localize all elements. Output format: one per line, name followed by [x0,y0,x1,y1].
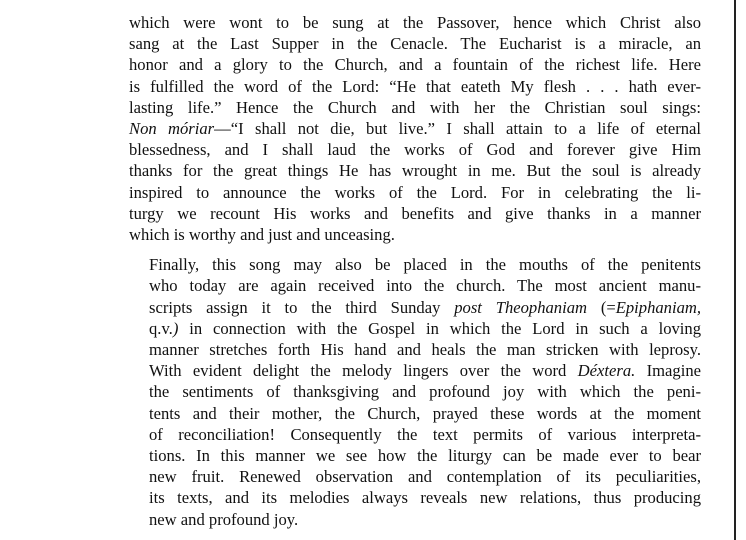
text-line [129,203,701,224]
italic-text: Epiphaniam, [615,297,702,317]
text-line [129,97,701,118]
text-line [129,403,701,424]
text-line [129,54,701,75]
text-segment: who today are again received into the church. The most ancient manu- [149,276,701,296]
italic-text: ) [172,318,179,338]
text-segment: thanks for the great things He has wrought in me. But the soul is already [129,161,701,181]
text-line [129,275,701,296]
text-segment: turgy we recount His works and benefits and give thanks in a manner [129,203,701,223]
text-segment: —“I shall not die, but live.” I shall attain to a life of eternal [214,119,701,139]
text-line [129,424,701,445]
text-segment: scripts assign it to the third Sunday [149,297,455,317]
text-line [129,254,701,275]
italic-text: post Theophaniam [454,297,587,317]
text-segment: honor and a glory to the Church, and a fountain of the richest life. Here [129,55,701,75]
text-line [129,360,701,381]
text-line [129,224,701,245]
text-segment: tions. In this manner we see how the liturgy can be made ever to bear [149,446,701,466]
text-line [129,33,701,54]
text-line [129,118,701,139]
text-line [129,182,701,203]
text-segment: tents and their mother, the Church, prayed these words at the moment [149,403,701,423]
text-line [129,12,701,33]
text-segment: inspired to announce the works of the Lord. For in celebrating the li- [129,182,701,202]
text-line [129,318,701,339]
text-segment: new and profound joy. [149,509,299,529]
text-line [129,297,701,318]
text-line [129,381,701,402]
text-segment: lasting life.” Hence the Church and with her the Christian soul sings: [129,97,701,117]
text-segment: Imagine [635,361,701,381]
text-segment: sang at the Last Supper in the Cenacle. The Eucharist is a miracle, an [129,34,701,54]
text-segment: is fulfilled the word of the Lord: “He that eateth My flesh . . . hath ever- [129,76,701,96]
paragraph-2 [129,254,701,530]
text-segment: of reconciliation! Consequently the text permits of various interpreta- [149,424,701,444]
text-line [129,160,701,181]
page-edge-rule [734,0,736,540]
text-segment: new fruit. Renewed observation and contemplation of its peculiarities, [149,467,701,487]
text-segment: its texts, and its melodies always reveals new relations, thus producing [149,488,701,508]
text-line [129,466,701,487]
text-line [129,139,701,160]
text-segment: the sentiments of thanksgiving and profound joy with which the peni- [149,382,701,402]
text-line [129,76,701,97]
text-segment: manner stretches forth His hand and heals the man stricken with leprosy. [149,340,701,360]
text-segment: which were wont to be sung at the Passover, hence which Christ also [129,13,701,32]
text-segment: (= [587,297,616,317]
text-line [129,339,701,360]
italic-text: Déxtera. [577,361,636,381]
text-segment: q.v. [149,318,173,338]
text-line [129,509,701,530]
text-segment: in connection with the Gospel in which the Lord in such a loving [178,318,701,338]
text-segment: Finally, this song may also be placed in the mouths of the penitents [149,255,701,275]
text-line [129,487,701,508]
paragraph-1 [129,12,701,245]
text-line [129,445,701,466]
text-segment: With evident delight the melody lingers over the word [149,361,578,381]
italic-text: Non móriar [129,119,215,139]
document-page [129,12,701,530]
text-segment: which is worthy and just and unceasing. [129,225,395,245]
text-segment: blessedness, and I shall laud the works of God and forever give Him [129,140,701,160]
